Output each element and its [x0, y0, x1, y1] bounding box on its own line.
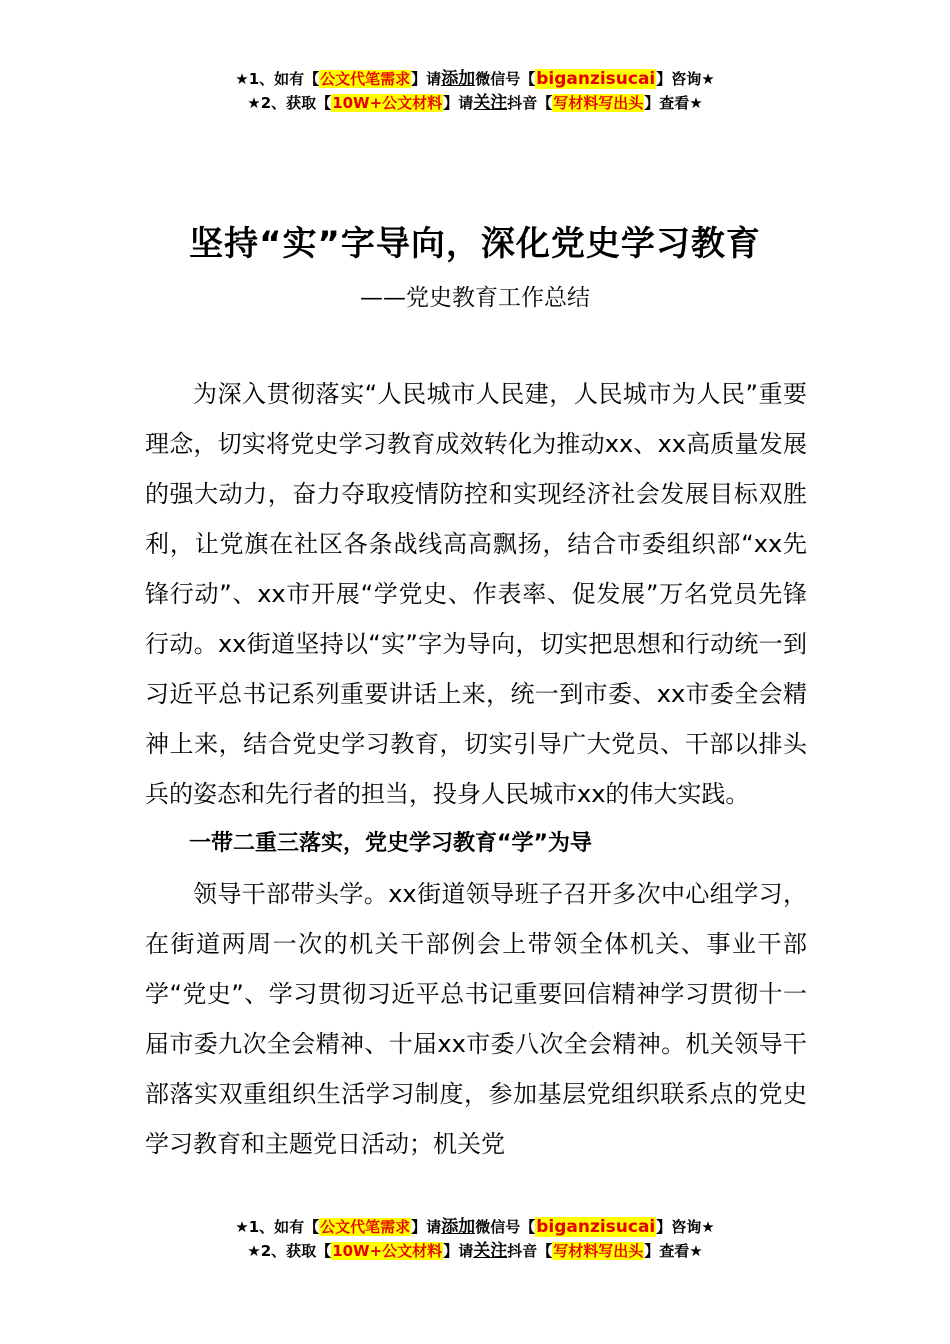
banner-highlight: 10W+公文材料: [332, 1242, 443, 1260]
banner-text: 】请: [443, 94, 474, 112]
banner-wechat-id: biganzisucai: [536, 69, 656, 89]
banner-line-1: [0, 1215, 950, 1239]
document-body: [145, 369, 807, 1169]
banner-emphasis: 关注: [473, 93, 508, 113]
header-banner: [0, 67, 950, 115]
banner-text: 抖音【: [507, 94, 553, 112]
banner-line-1: [0, 67, 950, 91]
banner-highlight: 公文代笔需求: [320, 1218, 411, 1236]
banner-emphasis: 关注: [473, 1241, 508, 1261]
banner-douyin-id: 写材料写出头: [553, 94, 644, 112]
banner-text: ★1、如有【: [235, 70, 320, 88]
banner-text: 微信号【: [475, 70, 536, 88]
banner-text: ★1、如有【: [235, 1218, 320, 1236]
banner-wechat-id: biganzisucai: [536, 1217, 656, 1237]
banner-douyin-id: 写材料写出头: [553, 1242, 644, 1260]
banner-text: 】查看★: [644, 1242, 703, 1260]
banner-text: 】请: [411, 1218, 442, 1236]
banner-text: 】咨询★: [656, 1218, 715, 1236]
banner-line-2: [0, 91, 950, 115]
banner-text: 微信号【: [475, 1218, 536, 1236]
banner-emphasis: 添加: [441, 69, 476, 89]
section-heading: 一带二重三落实，党史学习教育“学”为导: [189, 831, 592, 856]
document-title: 坚持“实”字导向，深化党史学习教育: [189, 224, 761, 264]
body-paragraph: 为深入贯彻落实“人民城市人民建，人民城市为人民”重要理念，切实将党史学习教育成效转化为推动xx、xx高质量发展的强大动力，奋力夺取疫情防控和实现经济社会发展目标双胜利，让党旗在社区各条战线高高飘扬，结合市委组织部“xx先锋行动”、xx市开展“学党史、作表率、促发展”万名党员先锋行动。xx街道坚持以“实”字为导向，切实把思想和行动统一到习近平总书记系列重要讲话上来，统一到市委、xx市委全会精神上来，结合党史学习教育，切实引导广大党员、干部以排头兵的姿态和先行者的担当，投身人民城市xx的伟大实践。: [145, 380, 807, 808]
banner-text: ★2、获取【: [247, 1242, 332, 1260]
body-paragraph: 领导干部带头学。xx街道领导班子召开多次中心组学习，在街道两周一次的机关干部例会上带领全体机关、事业干部学“党史”、学习贯彻习近平总书记重要回信精神学习贯彻十一届市委九次全会精神、十届xx市委八次全会精神。机关领导干部落实双重组织生活学习制度，参加基层党组织联系点的党史学习教育和主题党日活动；机关党: [145, 880, 807, 1158]
banner-text: 】请: [443, 1242, 474, 1260]
banner-text: 】查看★: [644, 94, 703, 112]
document-subtitle: ——党史教育工作总结: [360, 285, 590, 311]
banner-text: ★2、获取【: [247, 94, 332, 112]
footer-banner: [0, 1215, 950, 1263]
banner-text: 抖音【: [507, 1242, 553, 1260]
banner-text: 】咨询★: [656, 70, 715, 88]
banner-highlight: 10W+公文材料: [332, 94, 443, 112]
banner-line-2: [0, 1239, 950, 1263]
banner-emphasis: 添加: [441, 1217, 476, 1237]
banner-highlight: 公文代笔需求: [320, 70, 411, 88]
banner-text: 】请: [411, 70, 442, 88]
